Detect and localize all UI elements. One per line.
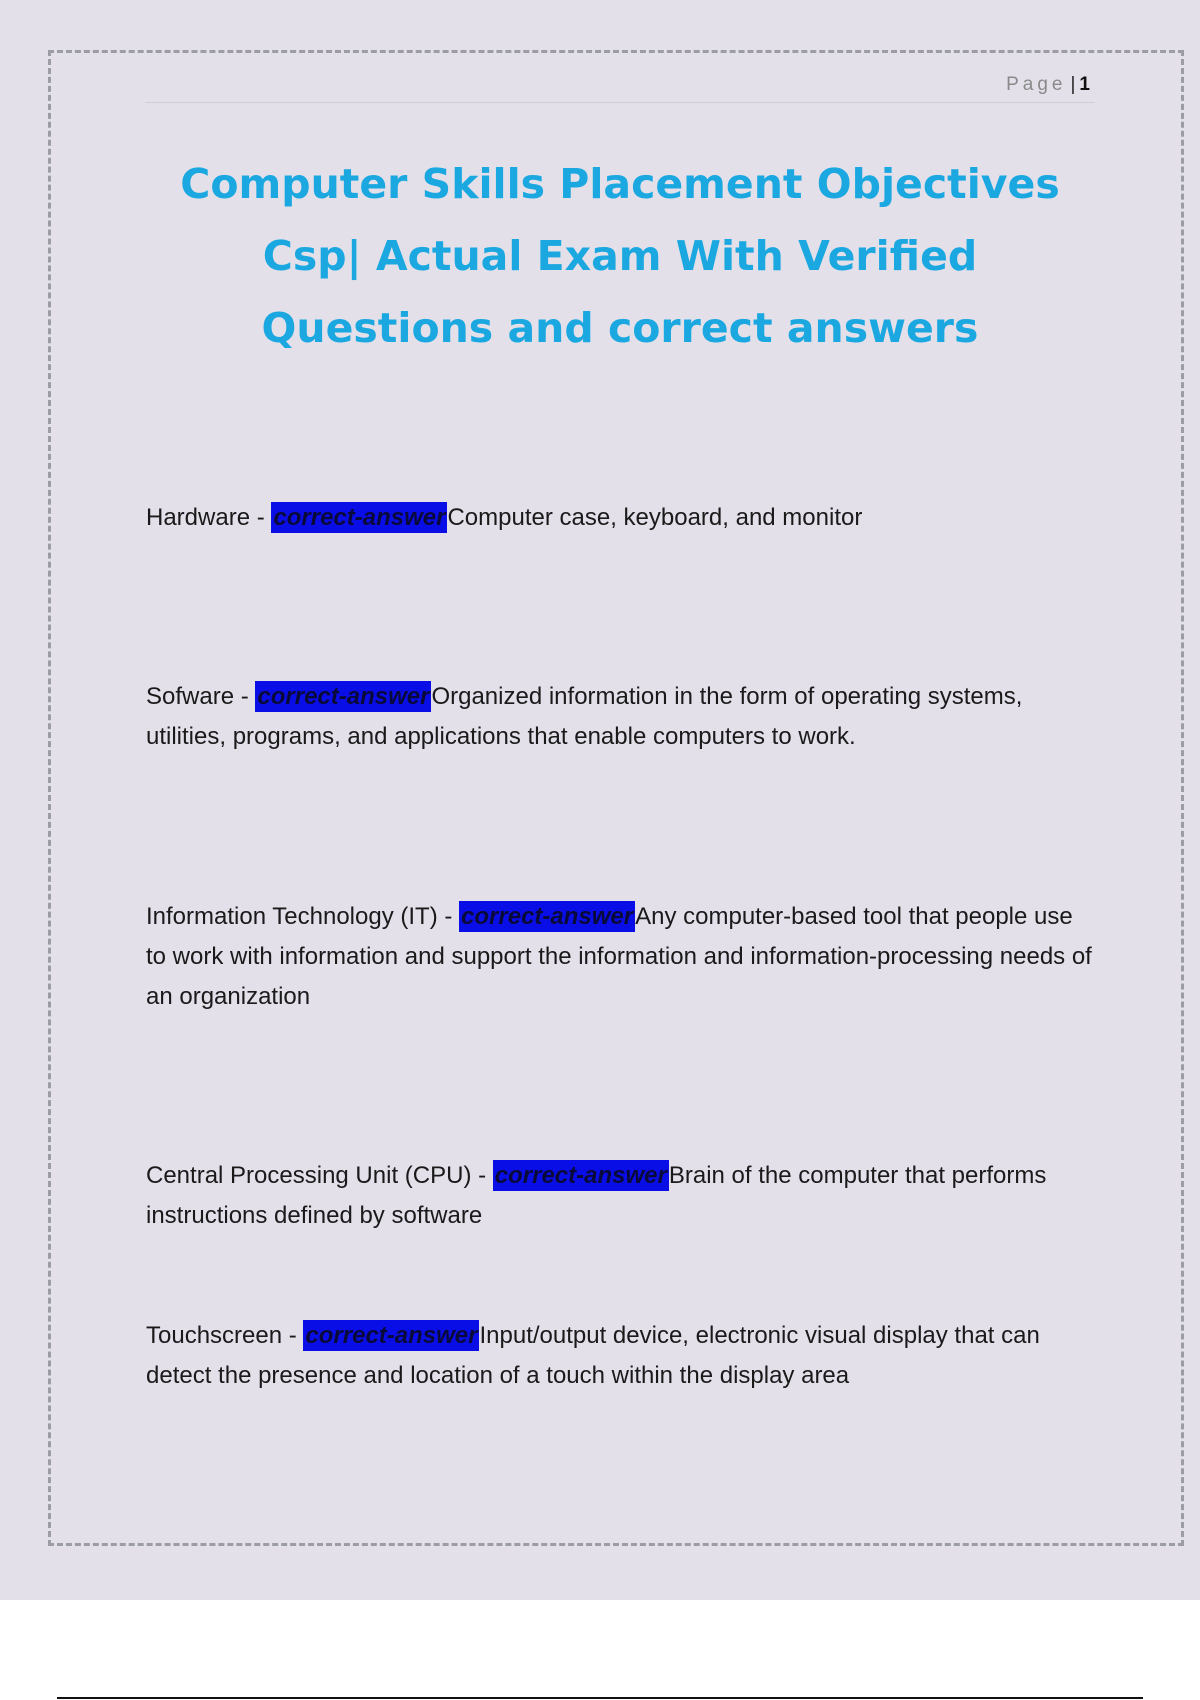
page-label: Page bbox=[1006, 74, 1067, 95]
footer-rule bbox=[57, 1697, 1143, 1699]
entry-definition: Input/output device, electronic visual display that can detect the presence and location of a touch within the display area bbox=[146, 1322, 1040, 1389]
entry-term: Sofware - bbox=[146, 683, 256, 710]
answer-tag: correct-answer bbox=[305, 1322, 478, 1349]
entry-term: Central Processing Unit (CPU) - bbox=[146, 1162, 493, 1189]
entry-hardware bbox=[146, 498, 1096, 538]
entry-term: Touchscreen - bbox=[146, 1322, 304, 1349]
entry-definition: Computer case, keyboard, and monitor bbox=[447, 504, 863, 531]
entry-information-technology bbox=[146, 897, 1096, 1017]
entry-definition: Any computer-based tool that people use to work with information and support the information and information-processing needs of an organization bbox=[146, 903, 1092, 1010]
answer-tag: correct-answer bbox=[273, 504, 446, 531]
title-line-3: Questions and correct answers bbox=[261, 304, 979, 352]
page-number bbox=[1006, 74, 1090, 96]
document-title bbox=[120, 148, 1120, 364]
page-number-value: 1 bbox=[1079, 74, 1090, 95]
entry-definition: Brain of the computer that performs instructions defined by software bbox=[146, 1162, 1047, 1229]
answer-tag: correct-answer bbox=[257, 683, 430, 710]
entry-definition: Organized information in the form of operating systems, utilities, programs, and applications that enable computers to work. bbox=[146, 683, 1023, 750]
entry-term: Hardware - bbox=[146, 504, 272, 531]
entry-touchscreen bbox=[146, 1316, 1096, 1396]
header-divider bbox=[145, 102, 1095, 103]
entry-term: Information Technology (IT) - bbox=[146, 903, 460, 930]
page-separator: | bbox=[1070, 74, 1076, 95]
entry-cpu bbox=[146, 1156, 1096, 1236]
entry-software bbox=[146, 677, 1096, 757]
title-line-2: Csp| Actual Exam With Verified bbox=[262, 232, 978, 280]
answer-tag: correct-answer bbox=[494, 1162, 667, 1189]
answer-tag: correct-answer bbox=[461, 903, 634, 930]
title-line-1: Computer Skills Placement Objectives bbox=[180, 160, 1060, 208]
